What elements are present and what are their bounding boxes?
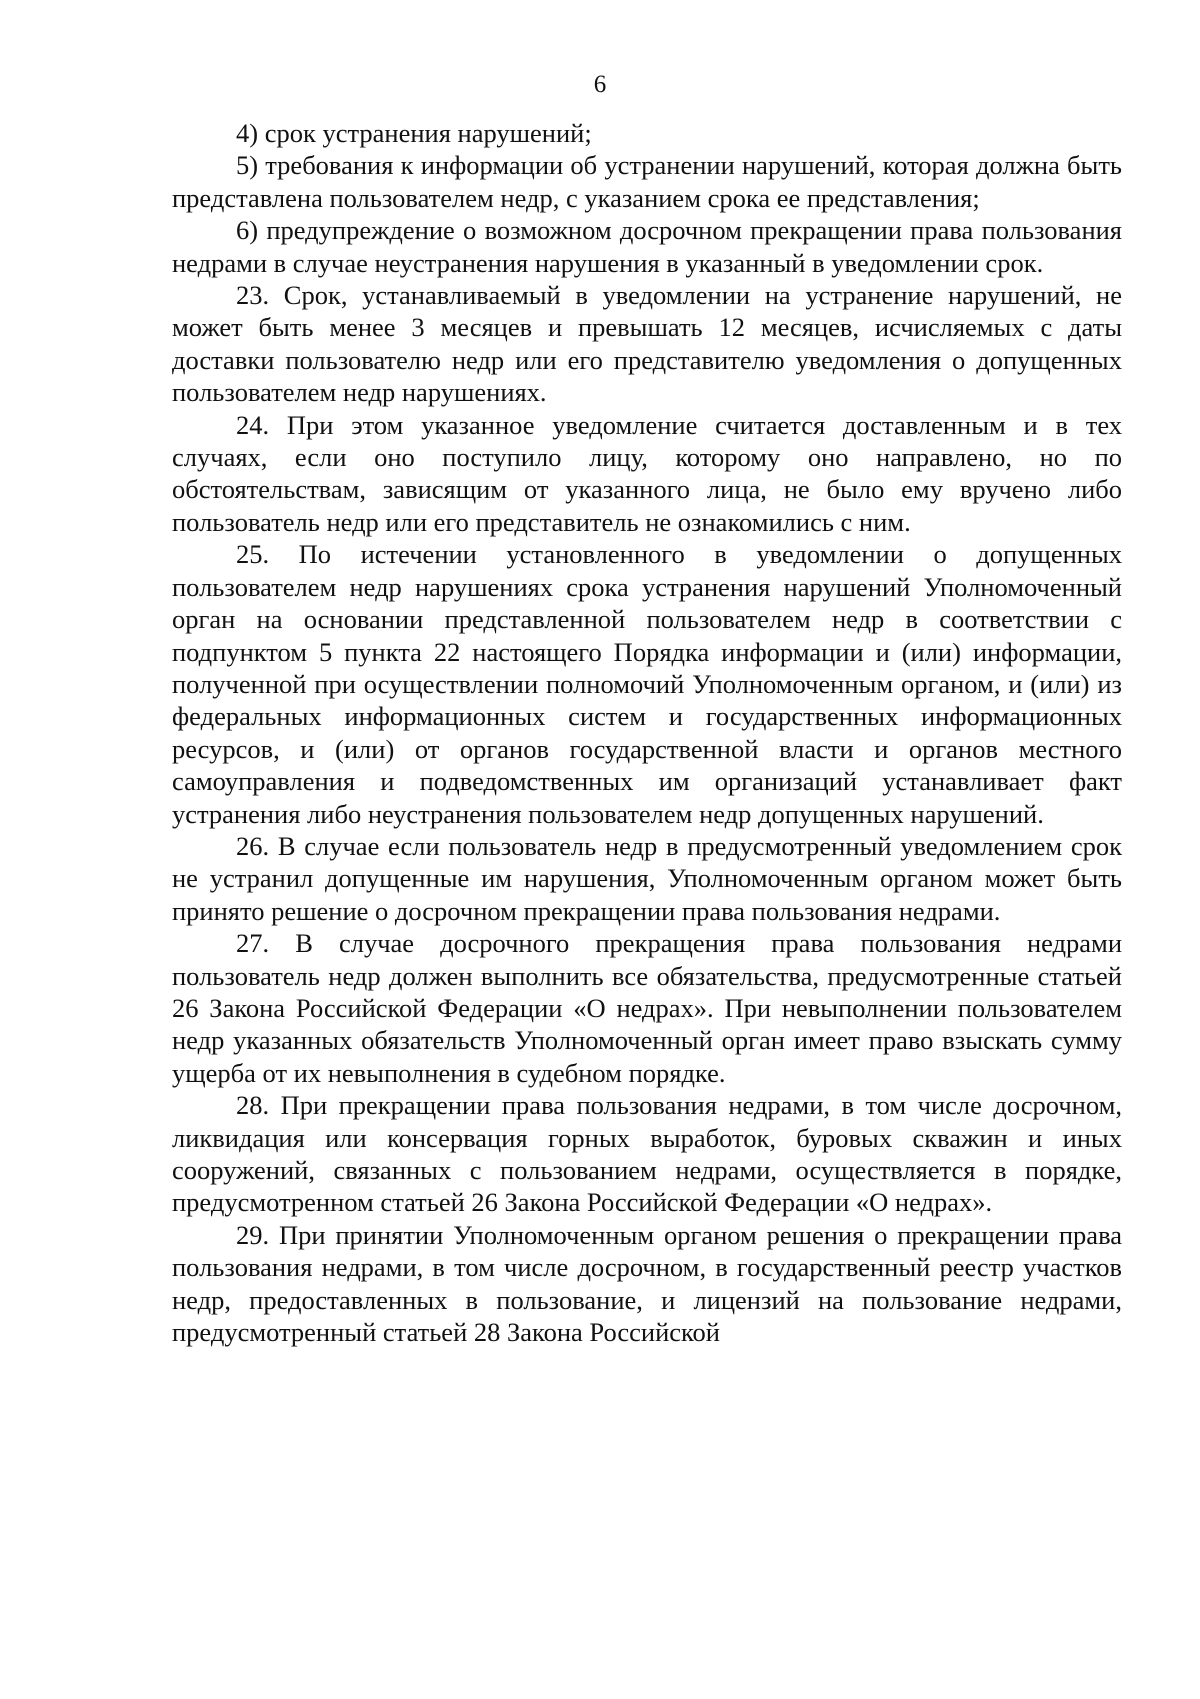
paragraph-item-6: 6) предупреждение о возможном досрочном прекращении права пользования недрами в случае неустранения нарушения в указанный в уведомлении срок. xyxy=(172,215,1122,278)
paragraph-clause-25: 25. По истечении установленного в уведомлении о допущенных пользователем недр нарушениях срока устранения нарушений Уполномоченный орган на основании представленной пользователем недр в соответствии с подпунктом 5 пункта 22 настоящего Порядка информации и (или) информации, полученной при осуществлении полномочий Уполномоченным органом, и (или) из федеральных информационных систем и государственных информационных ресурсов, и (или) от органов государственной власти и органов местного самоуправления и подведомственных им организаций устанавливает факт устранения либо неустранения пользователем недр допущенных нарушений. xyxy=(172,539,1122,829)
paragraph-clause-23: 23. Срок, устанавливаемый в уведомлении на устранение нарушений, не может быть менее 3 месяцев и превышать 12 месяцев, исчисляемых с даты доставки пользователю недр или его представителю уведомления о допущенных пользователем недр нарушениях. xyxy=(172,280,1122,408)
page-number: 6 xyxy=(593,71,607,98)
document-body xyxy=(172,117,1122,1348)
paragraph-item-5: 5) требования к информации об устранении нарушений, которая должна быть представлена пользователем недр, с указанием срока ее представления; xyxy=(172,150,1122,213)
paragraph-clause-28: 28. При прекращении права пользования недрами, в том числе досрочном, ликвидация или консервация горных выработок, буровых скважин и иных сооружений, связанных с пользованием недрами, осуществляется в порядке, предусмотренном статьей 26 Закона Российской Федерации «О недрах». xyxy=(172,1090,1122,1218)
paragraph-item-4: 4) срок устранения нарушений; xyxy=(236,118,592,148)
paragraph-clause-24: 24. При этом указанное уведомление считается доставленным и в тех случаях, если оно поступило лицу, которому оно направлено, но по обстоятельствам, зависящим от указанного лица, не было ему вручено либо пользователь недр или его представитель не ознакомились с ним. xyxy=(172,409,1122,537)
paragraph-clause-29: 29. При принятии Уполномоченным органом решения о прекращении права пользования недрами, в том числе досрочном, в государственный реестр участков недр, предоставленных в пользование, и лицензий на пользование недрами, предусмотренный статьей 28 Закона Российской xyxy=(172,1219,1122,1348)
paragraph-clause-27: 27. В случае досрочного прекращения права пользования недрами пользователь недр должен выполнить все обязательства, предусмотренные статьей 26 Закона Российской Федерации «О недрах». При невыполнении пользователем недр указанных обязательств Уполномоченный орган имеет право взыскать сумму ущерба от их невыполнения в судебном порядке. xyxy=(172,928,1122,1088)
paragraph-clause-26: 26. В случае если пользователь недр в предусмотренный уведомлением срок не устранил допущенные им нарушения, Уполномоченным органом может быть принято решение о досрочном прекращении права пользования недрами. xyxy=(172,830,1122,926)
